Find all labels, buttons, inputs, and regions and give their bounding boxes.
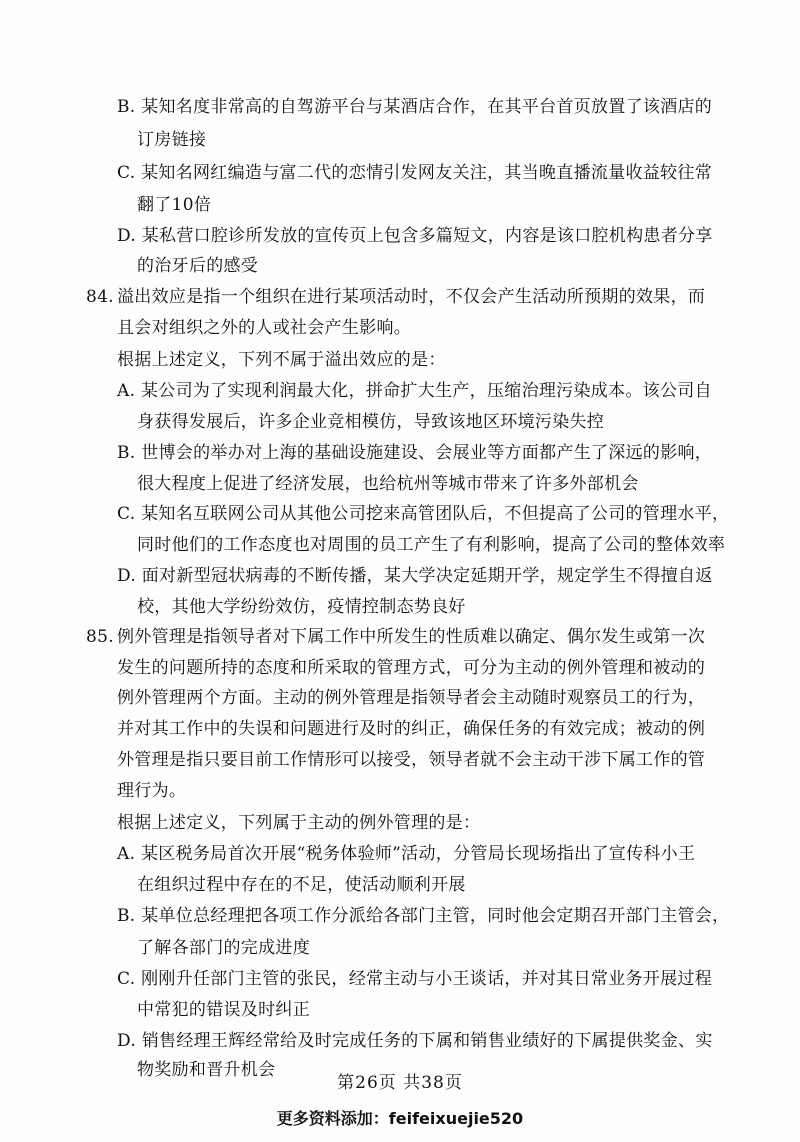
option-c: 中常犯的错误及时纠正	[137, 1000, 310, 1020]
question-stem: 且会对组织之外的人或社会产生影响。	[117, 318, 412, 338]
option-b: 很大程度上促进了经济发展，也给杭州等城市带来了许多外部机会	[137, 474, 639, 494]
question-stem: 外管理是指只要目前工作情形可以接受，领导者就不会主动干涉下属工作的管	[117, 750, 706, 770]
question-number: 85.	[86, 627, 114, 647]
question-stem: 例外管理两个方面。主动的例外管理是指领导者会主动随时观察员工的行为，	[117, 688, 706, 708]
option-text: 的治牙后的感受	[137, 256, 259, 276]
option-c: C. 刚刚升任部门主管的张民，经常主动与小王谈话，并对其日常业务开展过程	[117, 969, 713, 989]
option-text: 订房链接	[137, 130, 207, 150]
option-text: D. 某私营口腔诊所发放的宣传页上包含多篇短文，内容是该口腔机构患者分享	[117, 226, 713, 246]
option-d: 校，其他大学纷纷效仿，疫情控制态势良好	[137, 597, 466, 617]
option-text: C. 某知名网红编造与富二代的恋情引发网友关注，其当晚直播流量收益较往常	[117, 163, 713, 183]
option-c: 同时他们的工作态度也对周围的员工产生了有利影响，提高了公司的整体效率	[137, 535, 726, 555]
option-c: C. 某知名互联网公司从其他公司挖来高管团队后，不但提高了公司的管理水平，	[117, 504, 730, 524]
question-stem: 并对其工作中的失误和问题进行及时的纠正，确保任务的有效完成；被动的例	[117, 719, 706, 739]
option-d: 物奖励和晋升机会	[137, 1060, 276, 1080]
option-b: B. 世博会的举办对上海的基础设施建设、会展业等方面都产生了深远的影响，	[117, 443, 713, 463]
page-number: 第26页 共38页	[337, 1073, 463, 1093]
option-text: B. 某知名度非常高的自驾游平台与某酒店合作，在其平台首页放置了该酒店的	[117, 97, 713, 117]
footer-note: 更多资料添加：feifeixuejie520	[276, 1109, 524, 1128]
question-stem: 理行为。	[117, 781, 187, 801]
option-d: D. 销售经理王辉经常给及时完成任务的下属和销售业绩好的下属提供奖金、实	[117, 1031, 713, 1051]
option-b: B. 某单位总经理把各项工作分派给各部门主管，同时他会定期召开部门主管会，	[117, 906, 730, 926]
option-a: A. 某区税务局首次开展“税务体验师”活动，分管局长现场指出了宣传科小王	[117, 844, 696, 864]
option-a: A. 某公司为了实现利润最大化，拼命扩大生产，压缩治理污染成本。该公司自	[117, 381, 712, 401]
option-text: 翻了10倍	[137, 195, 212, 215]
question-stem: 例外管理是指领导者对下属工作中所发生的性质难以确定、偶尔发生或第一次	[117, 627, 706, 647]
option-d: D. 面对新型冠状病毒的不断传播，某大学决定延期开学，规定学生不得擅自返	[117, 566, 713, 586]
option-a: 在组织过程中存在的不足，使活动顺利开展	[137, 875, 466, 895]
question-stem: 溢出效应是指一个组织在进行某项活动时，不仅会产生活动所预期的效果，而	[117, 287, 706, 307]
question-stem: 发生的问题所持的态度和所采取的管理方式，可分为主动的例外管理和被动的	[117, 658, 706, 678]
option-b: 了解各部门的完成进度	[137, 938, 310, 958]
question-prompt: 根据上述定义，下列不属于溢出效应的是：	[117, 350, 446, 370]
option-a: 身获得发展后，许多企业竞相模仿，导致该地区环境污染失控	[137, 412, 605, 432]
question-prompt: 根据上述定义，下列属于主动的例外管理的是：	[117, 813, 481, 833]
question-number: 84.	[86, 287, 114, 307]
